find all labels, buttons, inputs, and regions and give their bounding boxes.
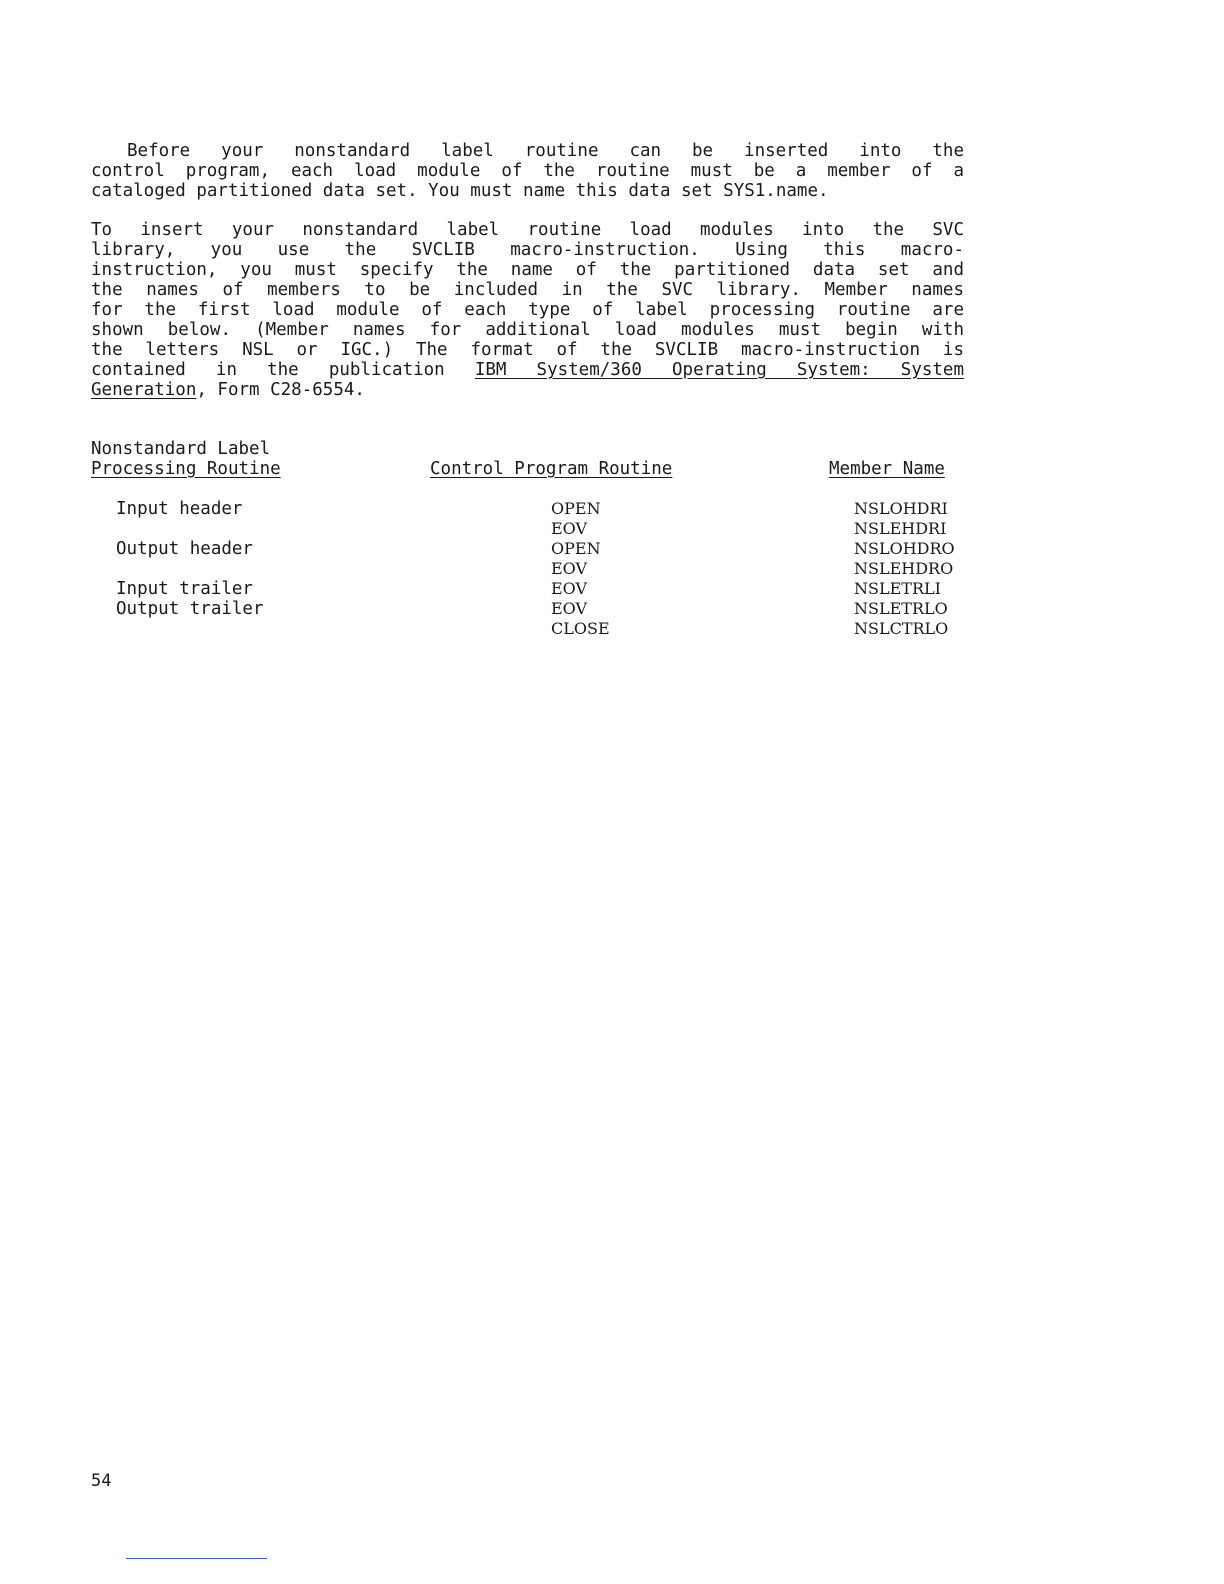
header-control-program-routine: Control Program Routine xyxy=(430,459,673,479)
paragraph-line: To insert your nonstandard label routine load modules into the SVC xyxy=(91,220,964,240)
member-name-cell: NSLOHDRO xyxy=(854,539,955,558)
row-label: Input trailer xyxy=(116,579,253,599)
header-member-name: Member Name xyxy=(829,459,945,479)
member-name-cell: NSLETRLO xyxy=(854,599,948,618)
header-routine-type-line1: Nonstandard Label xyxy=(91,439,271,459)
paragraph-line: for the first load module of each type of label processing routine are xyxy=(91,300,964,320)
row-label: Output header xyxy=(116,539,253,559)
routine-cell: OPEN xyxy=(551,539,601,558)
paragraph-line: instruction, you must specify the name of the partitioned data set and xyxy=(91,260,964,280)
header-routine-type-line2: Processing Routine xyxy=(91,459,281,479)
routine-cell: EOV xyxy=(551,519,588,538)
row-label: Output trailer xyxy=(116,599,264,619)
paragraph-line xyxy=(91,380,964,400)
publication-title: IBM System/360 Operating System: System xyxy=(474,360,965,380)
routine-cell: EOV xyxy=(551,599,588,618)
paragraph-line: Before your nonstandard label routine can be inserted into the xyxy=(127,141,964,161)
paragraph-line: the letters NSL or IGC.) The format of the SVCLIB macro-instruction is xyxy=(91,340,964,360)
member-name-cell: NSLETRLI xyxy=(854,579,941,598)
routine-cell: OPEN xyxy=(551,499,601,518)
routine-cell: EOV xyxy=(551,579,588,598)
paragraph-sys1-name xyxy=(91,141,964,201)
paragraph-svclib xyxy=(91,220,964,400)
paragraph-line: library, you use the SVCLIB macro-instruction. Using this macro- xyxy=(91,240,964,260)
member-name-cell: NSLCTRLO xyxy=(854,619,949,638)
routine-cell: EOV xyxy=(551,559,588,578)
paragraph-line: control program, each load module of the routine must be a member of a xyxy=(91,161,964,181)
page-number: 54 xyxy=(91,1471,112,1491)
paragraph-line xyxy=(91,360,964,380)
publication-title-continued: Generation xyxy=(91,380,197,400)
form-number: , Form C28-6554. xyxy=(196,380,365,400)
member-name-cell: NSLEHDRI xyxy=(854,519,947,538)
routine-cell: CLOSE xyxy=(551,619,610,638)
member-name-cell: NSLEHDRO xyxy=(854,559,954,578)
paragraph-line: shown below. (Member names for additional load modules must begin with xyxy=(91,320,964,340)
member-name-cell: NSLOHDRI xyxy=(854,499,948,518)
row-label: Input header xyxy=(116,499,243,519)
bottom-rule xyxy=(126,1558,267,1559)
citation-prefix: contained in the publication xyxy=(91,360,475,380)
paragraph-line: cataloged partitioned data set. You must name this data set SYS1.name. xyxy=(91,181,829,201)
paragraph-line: the names of members to be included in the SVC library. Member names xyxy=(91,280,964,300)
